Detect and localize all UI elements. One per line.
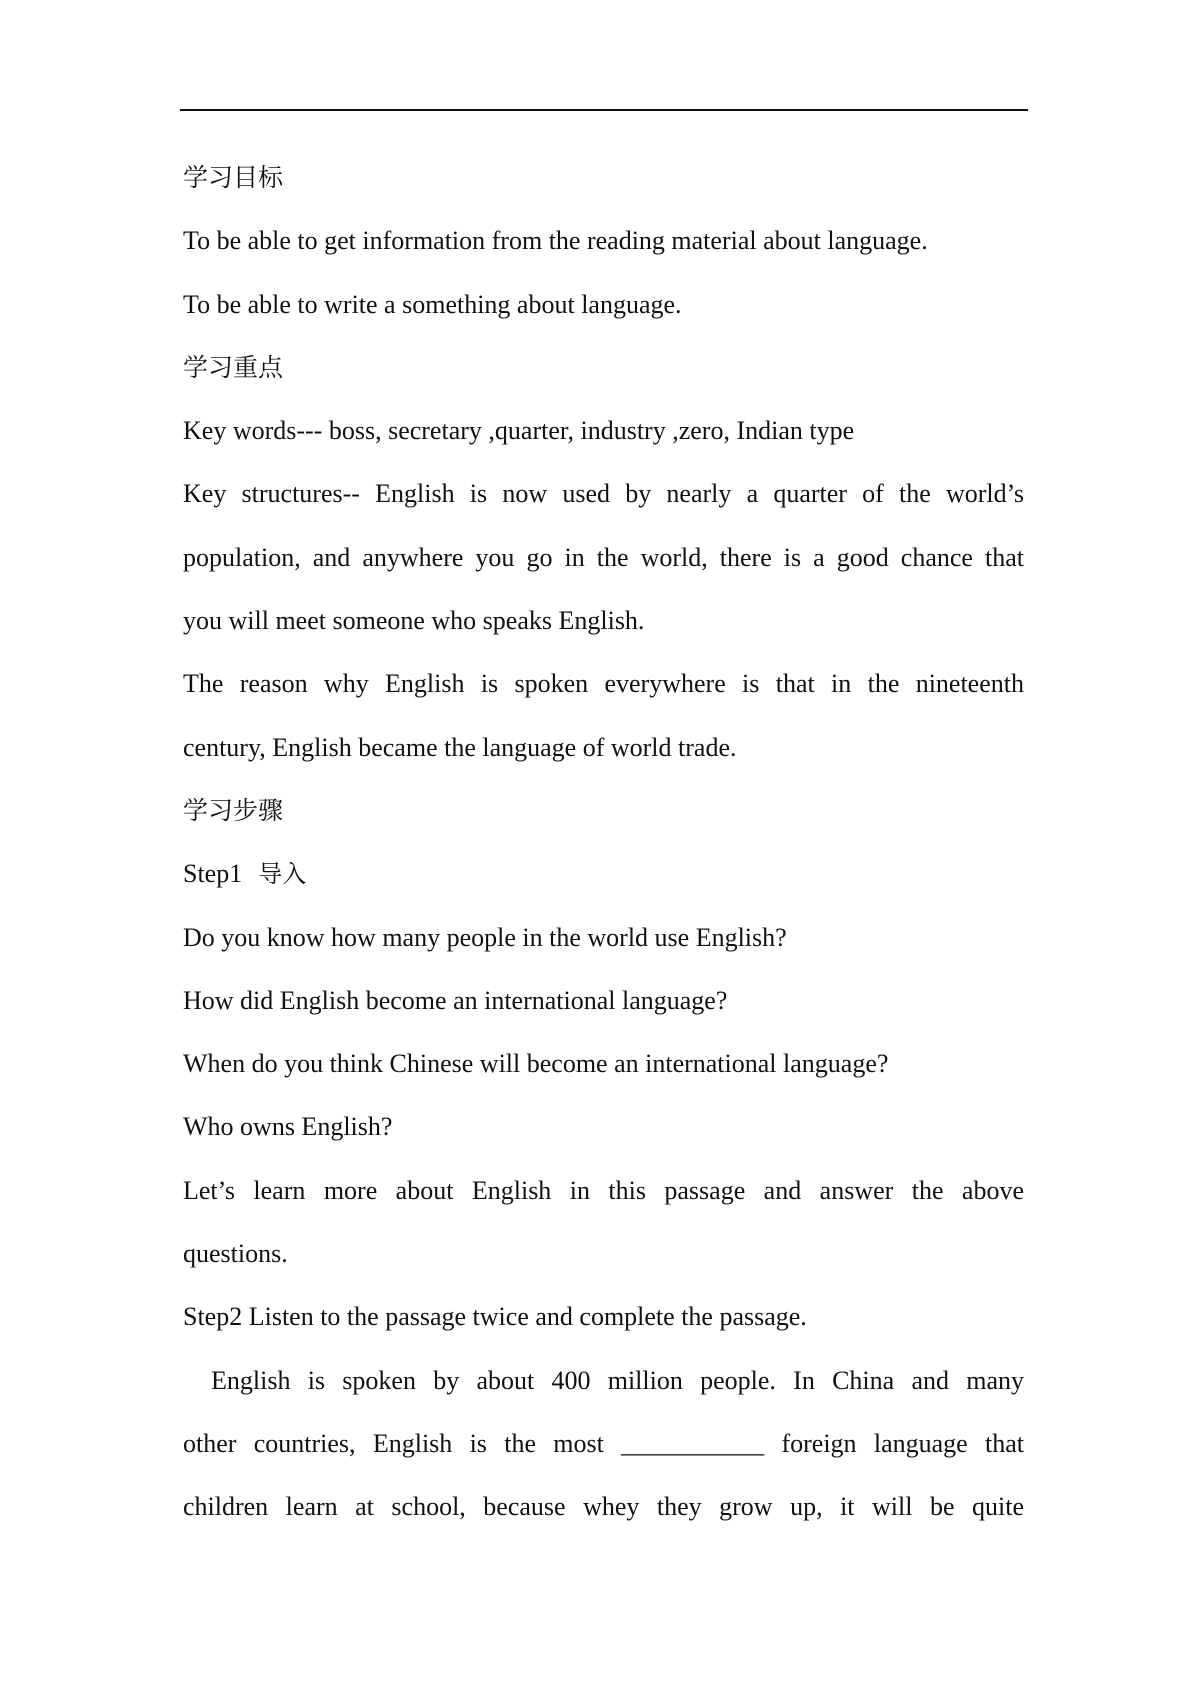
key-words: Key words--- boss, secretary ,quarter, industry ,zero, Indian type bbox=[183, 416, 855, 446]
step2-instruction: Step2 Listen to the passage twice and complete the passage. bbox=[183, 1302, 807, 1332]
header-rule bbox=[180, 109, 1028, 111]
reason-line-2: century, English became the language of world trade. bbox=[183, 732, 737, 762]
step1-question-1: Do you know how many people in the world use English? bbox=[183, 922, 787, 952]
step2-passage-line-3: children learn at school, because whey they grow up, it will be quite bbox=[183, 1492, 1024, 1522]
step1-label: Step1 bbox=[183, 859, 243, 889]
objective-2: To be able to write a something about language. bbox=[183, 289, 682, 319]
focus-heading: 学习重点 bbox=[183, 352, 284, 382]
step1-question-2: How did English become an international language? bbox=[183, 985, 728, 1015]
document-body bbox=[183, 146, 1024, 1539]
objective-1: To be able to get information from the reading material about language. bbox=[183, 226, 928, 256]
step1-prompt-line-1: Let’s learn more about English in this passage and answer the above bbox=[183, 1175, 1024, 1205]
reason-line-1: The reason why English is spoken everywhere is that in the nineteenth bbox=[183, 669, 1024, 699]
step1-question-3: When do you think Chinese will become an international language? bbox=[183, 1049, 889, 1079]
key-structures-line-3: you will meet someone who speaks English. bbox=[183, 606, 645, 636]
key-structures-line-1: Key structures-- English is now used by nearly a quarter of the world’s bbox=[183, 479, 1024, 509]
objectives-heading: 学习目标 bbox=[183, 163, 284, 192]
step2-passage-line-1: English is spoken by about 400 million people. In China and many bbox=[211, 1365, 1024, 1395]
key-structures-line-2: population, and anywhere you go in the world, there is a good chance that bbox=[183, 542, 1024, 572]
step1-label-cn: 导入 bbox=[258, 860, 307, 889]
steps-heading: 学习步骤 bbox=[183, 795, 284, 825]
step1-prompt-line-2: questions. bbox=[183, 1239, 288, 1269]
step1-question-4: Who owns English? bbox=[183, 1112, 393, 1142]
step2-passage-line-2: other countries, English is the most ___________ foreign language that bbox=[183, 1428, 1024, 1458]
step1-heading bbox=[183, 842, 1024, 905]
